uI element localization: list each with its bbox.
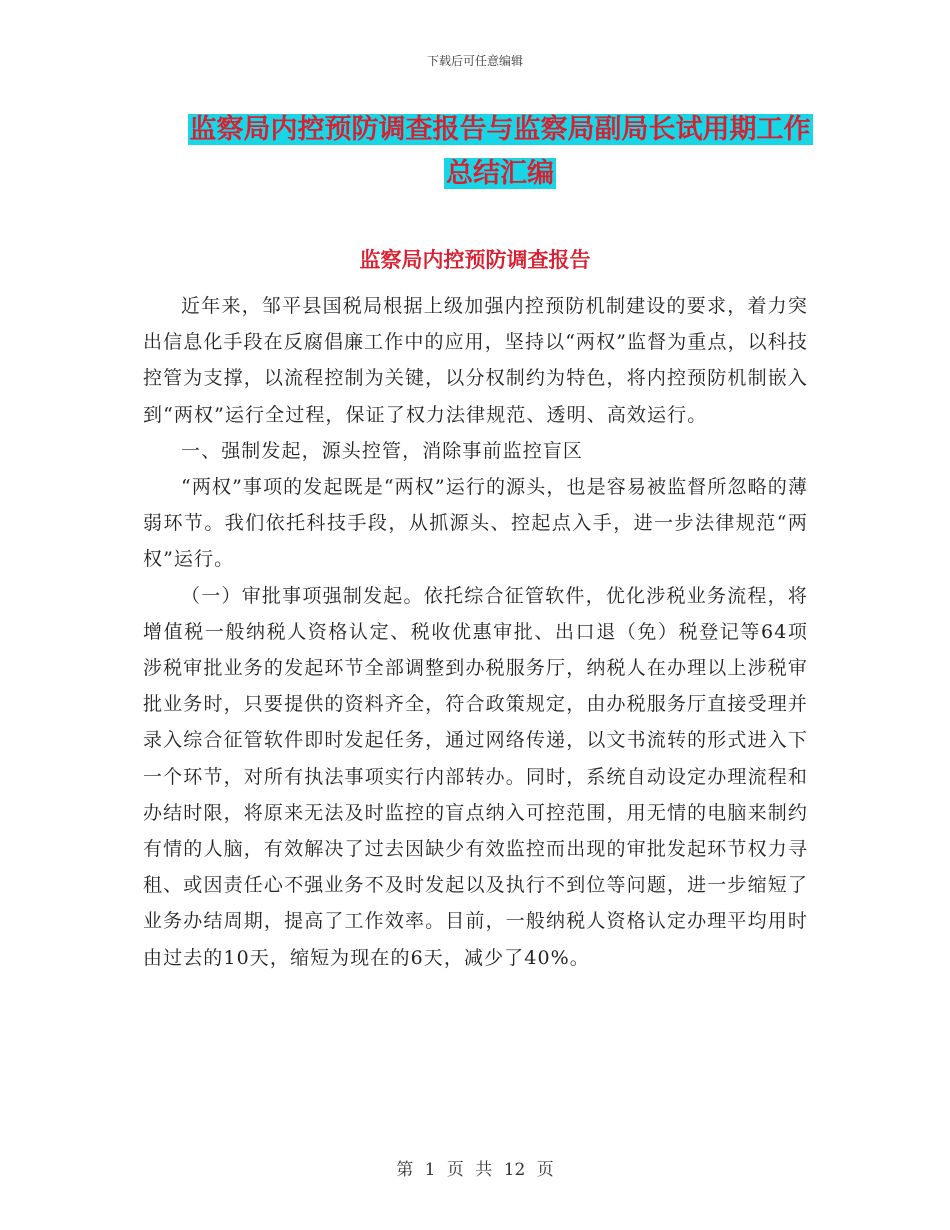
paragraph-source: “两权”事项的发起既是“两权”运行的源头，也是容易被监督所忽略的薄弱环节。我们依托科技手段，从抓源头、控起点入手，进一步法律规范“两权”运行。: [143, 476, 808, 571]
document-body: [143, 288, 808, 976]
page-header-note: 下载后可任意编辑: [426, 54, 523, 68]
paragraph-intro: 近年来，邹平县国税局根据上级加强内控预防机制建设的要求，着力突出信息化手段在反腐倡廉工作中的应用，坚持以“两权”监督为重点，以科技控管为支撑，以流程控制为关键，以分权制约为特色，将内控预防机制嵌入到“两权”运行全过程，保证了权力法律规范、透明、高效运行。: [143, 295, 808, 426]
section-title: 监察局内控预防调查报告: [359, 247, 591, 272]
page-number-footer: 第 1 页 共 12 页: [396, 1160, 554, 1180]
document-title-line-2: 总结汇编: [446, 158, 554, 189]
paragraph-heading-1: 一、强制发起，源头控管，消除事前监控盲区: [181, 439, 584, 462]
paragraph-approval: （一）审批事项强制发起。依托综合征管软件，优化涉税业务流程，将增值税一般纳税人资格认定、税收优惠审批、出口退（免）税登记等64项涉税审批业务的发起环节全部调整到办税服务厅，纳税人在办理以上涉税审批业务时，只要提供的资料齐全，符合政策规定，由办税服务厅直接受理并录入综合征管软件即时发起任务，通过网络传递，以文书流转的形式进入下一个环节，对所有执法事项实行内部转办。同时，系统自动设定办理流程和办结时限，将原来无法及时监控的盲点纳入可控范围，用无情的电脑来制约有情的人脑，有效解决了过去因缺少有效监控而出现的审批发起环节权力寻租、或因责任心不强业务不及时发起以及执行不到位等问题，进一步缩短了业务办结周期，提高了工作效率。目前，一般纳税人资格认定办理平均用时由过去的10天，缩短为现在的6天，减少了40%。: [143, 584, 808, 969]
document-title-line-1: 监察局内控预防调查报告与监察局副局长试用期工作: [189, 114, 811, 145]
document-title: [160, 108, 840, 196]
